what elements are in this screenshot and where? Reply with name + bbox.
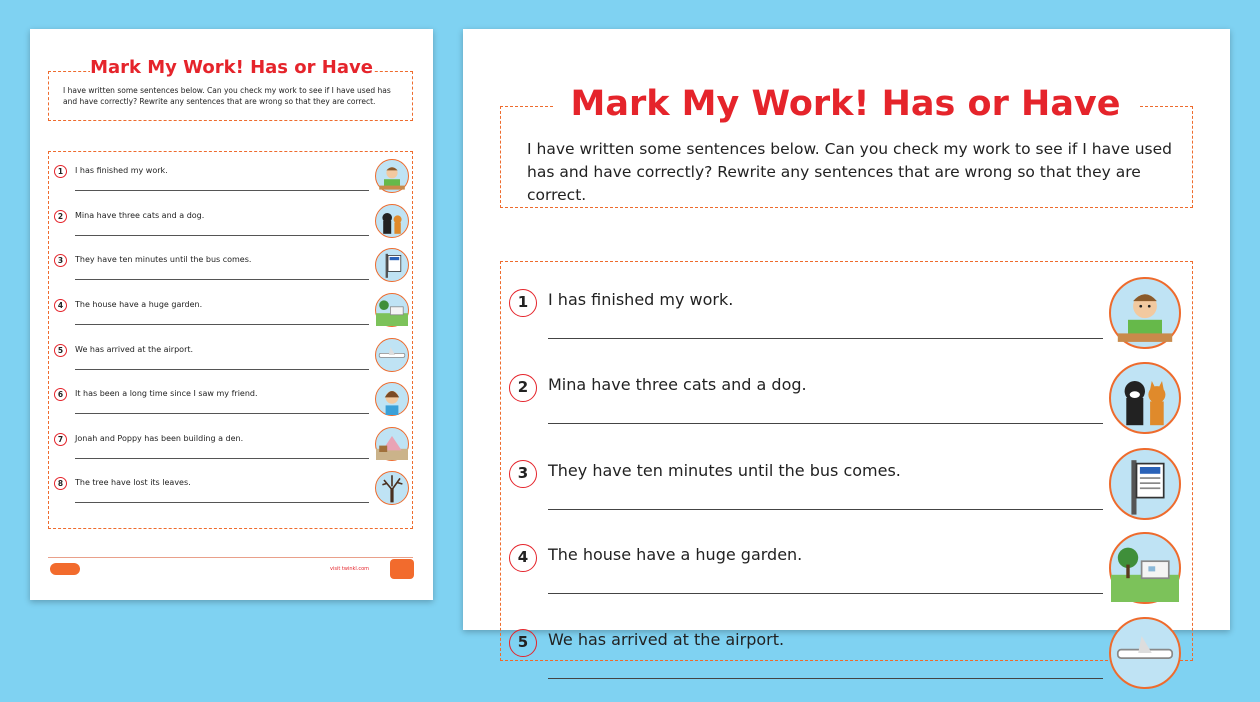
item-sentence: They have ten minutes until the bus comes. xyxy=(75,255,252,264)
den-icon xyxy=(375,427,409,461)
answer-line xyxy=(75,458,369,459)
answer-line xyxy=(548,423,1103,424)
list-item xyxy=(509,617,1189,702)
instructions-text: I have written some sentences below. Can you check my work to see if I have used has and have correctly? Rewrite any sentences that are wrong so that they are correct. xyxy=(527,140,1172,204)
page-title: Mark My Work! Has or Have xyxy=(90,57,373,78)
twinkl-logo xyxy=(50,563,80,575)
answer-line xyxy=(75,413,369,414)
boy-at-desk-icon xyxy=(1109,277,1181,349)
footer-url: visit twinkl.com xyxy=(330,566,370,572)
answer-line xyxy=(548,678,1103,679)
list-item xyxy=(54,291,409,335)
item-number: 1 xyxy=(54,165,67,178)
item-sentence: Mina have three cats and a dog. xyxy=(548,375,807,394)
item-sentence: The house have a huge garden. xyxy=(75,300,203,309)
item-number: 7 xyxy=(54,433,67,446)
list-item xyxy=(509,362,1189,447)
item-sentence: We has arrived at the airport. xyxy=(548,630,785,649)
item-number: 3 xyxy=(509,460,537,488)
dog-and-cat-icon xyxy=(375,204,409,238)
worksheet-large xyxy=(463,29,1230,651)
bare-tree-icon xyxy=(375,471,409,505)
item-sentence: I has finished my work. xyxy=(75,166,168,175)
item-number: 1 xyxy=(509,289,537,317)
item-number: 2 xyxy=(509,374,537,402)
answer-line xyxy=(75,235,369,236)
item-sentence: Jonah and Poppy has been building a den. xyxy=(75,434,244,443)
item-sentence: It has been a long time since I saw my friend. xyxy=(75,389,258,398)
bus-stop-icon xyxy=(375,248,409,282)
list-item xyxy=(509,532,1189,617)
answer-line xyxy=(548,593,1103,594)
answer-line xyxy=(75,324,369,325)
list-item xyxy=(54,380,409,424)
list-item xyxy=(54,157,409,201)
item-number: 8 xyxy=(54,477,67,490)
answer-line xyxy=(548,509,1103,510)
item-sentence: They have ten minutes until the bus comes. xyxy=(548,461,901,480)
dog-and-cat-icon xyxy=(1109,362,1181,434)
list-item xyxy=(54,336,409,380)
item-number: 5 xyxy=(509,629,537,657)
house-garden-icon xyxy=(375,293,409,327)
item-number: 2 xyxy=(54,210,67,223)
list-item xyxy=(509,277,1189,362)
item-sentence: The tree have lost its leaves. xyxy=(75,478,191,487)
answer-line xyxy=(75,369,369,370)
footer-divider xyxy=(48,557,413,558)
item-number: 6 xyxy=(54,388,67,401)
list-item xyxy=(54,202,409,246)
girl-friend-icon xyxy=(375,382,409,416)
list-item xyxy=(54,425,409,469)
item-number: 4 xyxy=(509,544,537,572)
item-sentence: Mina have three cats and a dog. xyxy=(75,211,205,220)
answer-line xyxy=(75,190,369,191)
answer-line xyxy=(548,338,1103,339)
answer-line xyxy=(75,502,369,503)
item-number: 4 xyxy=(54,299,67,312)
bus-stop-icon xyxy=(1109,448,1181,520)
item-sentence: We has arrived at the airport. xyxy=(75,345,194,354)
list-item xyxy=(509,448,1189,533)
house-garden-icon xyxy=(1109,532,1181,604)
answer-line xyxy=(75,279,369,280)
airplane-icon xyxy=(1109,617,1181,689)
list-item xyxy=(54,469,409,513)
twinkl-badge-icon xyxy=(390,559,414,579)
instructions-text: I have written some sentences below. Can you check my work to see if I have used has and have correctly? Rewrite any sentences that are wrong so that they are correct. xyxy=(63,86,391,106)
boy-at-desk-icon xyxy=(375,159,409,193)
page-title: Mark My Work! Has or Have xyxy=(553,82,1138,126)
item-number: 3 xyxy=(54,254,67,267)
airplane-icon xyxy=(375,338,409,372)
worksheet-thumbnail xyxy=(30,29,433,600)
list-item xyxy=(54,246,409,290)
item-number: 5 xyxy=(54,344,67,357)
item-sentence: I has finished my work. xyxy=(548,290,734,309)
item-sentence: The house have a huge garden. xyxy=(548,545,803,564)
